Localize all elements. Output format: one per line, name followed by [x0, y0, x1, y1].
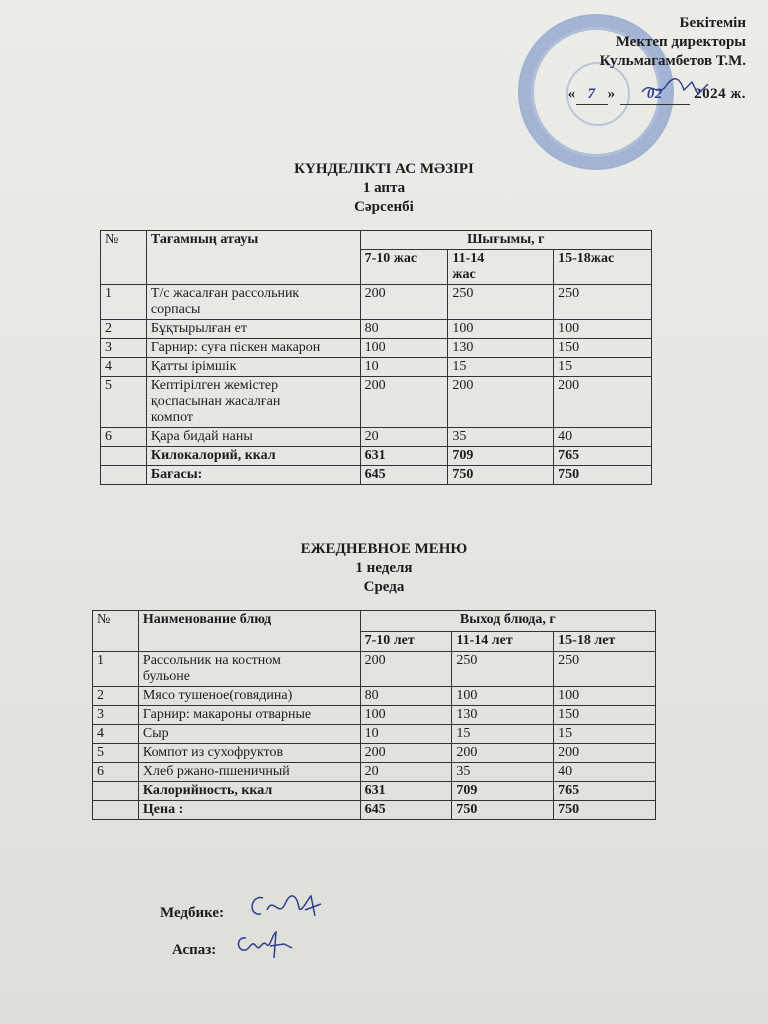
table-row [93, 725, 656, 744]
kz-menu-table [100, 230, 652, 485]
cook-label: Аспаз: [172, 942, 217, 958]
header-age1: 7-10 жас [360, 250, 448, 285]
row-value-c: 250 [554, 285, 652, 320]
header-name: Тағамның атауы [146, 231, 360, 285]
header-age3: 15-18жас [554, 250, 652, 285]
row-dish-name: Компот из сухофруктов [138, 744, 360, 763]
ru-menu-title: ЕЖЕДНЕВНОЕ МЕНЮ [300, 541, 468, 557]
approval-title: Бекітемін [679, 15, 746, 31]
row-value-b: 15 [452, 725, 554, 744]
row-dish-name: Гарнир: макароны отварные [138, 706, 360, 725]
row-value-b: 250 [452, 652, 554, 687]
kz-menu-heading [0, 160, 768, 217]
row-dish-name: Кептірілген жемістер қоспасынан жасалған компот [146, 377, 360, 428]
row-value-b: 100 [452, 687, 554, 706]
row-num: 5 [93, 744, 139, 763]
price-c: 750 [554, 466, 652, 485]
table-row [101, 285, 652, 320]
table-row [101, 428, 652, 447]
row-value-a: 200 [360, 285, 448, 320]
calories-c: 765 [554, 782, 656, 801]
row-dish-name: Мясо тушеное(говядина) [138, 687, 360, 706]
row-num: 4 [101, 358, 147, 377]
ru-menu-day: Среда [363, 579, 405, 595]
row-num: 2 [93, 687, 139, 706]
row-dish-name: Қара бидай наны [146, 428, 360, 447]
row-num: 3 [93, 706, 139, 725]
row-value-b: 100 [448, 320, 554, 339]
row-value-a: 200 [360, 744, 452, 763]
price-a: 645 [360, 801, 452, 820]
row-value-a: 200 [360, 377, 448, 428]
ru-menu-table [92, 610, 656, 820]
row-value-c: 40 [554, 763, 656, 782]
row-value-b: 200 [448, 377, 554, 428]
table-row [93, 687, 656, 706]
row-dish-name: Гарнир: суға піскен макарон [146, 339, 360, 358]
row-dish-name: Бұқтырылған ет [146, 320, 360, 339]
row-value-c: 150 [554, 706, 656, 725]
row-value-a: 100 [360, 706, 452, 725]
table-row [101, 339, 652, 358]
header-age3: 15-18 лет [554, 631, 656, 652]
row-value-c: 15 [554, 358, 652, 377]
header-age2: 11-14 жас [448, 250, 554, 285]
row-value-b: 200 [452, 744, 554, 763]
header-output: Шығымы, г [360, 231, 651, 250]
row-dish-name: Хлеб ржано-пшеничный [138, 763, 360, 782]
table-header-row [101, 231, 652, 250]
ru-menu-week: 1 неделя [355, 560, 413, 576]
row-num: 2 [101, 320, 147, 339]
row-num: 6 [101, 428, 147, 447]
date-month: 02 [620, 85, 690, 105]
table-row [101, 358, 652, 377]
header-output: Выход блюда, г [360, 611, 655, 632]
price-c: 750 [554, 801, 656, 820]
row-num: 4 [93, 725, 139, 744]
row-value-c: 100 [554, 687, 656, 706]
price-label: Цена : [138, 801, 360, 820]
row-dish-name: Сыр [138, 725, 360, 744]
row-value-c: 100 [554, 320, 652, 339]
table-row [101, 377, 652, 428]
row-value-a: 20 [360, 428, 448, 447]
calories-row [101, 447, 652, 466]
row-value-b: 130 [448, 339, 554, 358]
row-num: 6 [93, 763, 139, 782]
calories-row [93, 782, 656, 801]
row-dish-name: Қатты ірімшік [146, 358, 360, 377]
kz-menu-day: Сәрсенбі [354, 199, 414, 215]
ru-menu-heading [0, 540, 768, 597]
approval-date: « 7 » 02 2024 ж. [568, 85, 746, 105]
row-value-a: 20 [360, 763, 452, 782]
table-row [93, 763, 656, 782]
cook-signature [232, 928, 296, 962]
table-row [93, 744, 656, 763]
price-row [93, 801, 656, 820]
row-value-a: 10 [360, 358, 448, 377]
row-value-c: 150 [554, 339, 652, 358]
row-num: 1 [93, 652, 139, 687]
row-value-b: 15 [448, 358, 554, 377]
calories-a: 631 [360, 447, 448, 466]
row-value-b: 130 [452, 706, 554, 725]
table-row [93, 706, 656, 725]
row-value-b: 35 [448, 428, 554, 447]
calories-b: 709 [448, 447, 554, 466]
kz-menu-week: 1 апта [362, 180, 406, 196]
row-value-c: 200 [554, 744, 656, 763]
row-value-a: 200 [360, 652, 452, 687]
row-num: 5 [101, 377, 147, 428]
price-label: Бағасы: [146, 466, 360, 485]
calories-b: 709 [452, 782, 554, 801]
row-dish-name: Т/с жасалған рассольник сорпасы [146, 285, 360, 320]
calories-label: Килокалорий, ккал [146, 447, 360, 466]
header-name: Наименование блюд [138, 611, 360, 652]
calories-a: 631 [360, 782, 452, 801]
row-value-b: 250 [448, 285, 554, 320]
header-age2: 11-14 лет [452, 631, 554, 652]
kz-menu-title: КҮНДЕЛІКТІ АС МӘЗІРІ [294, 161, 474, 177]
price-a: 645 [360, 466, 448, 485]
approval-position: Мектеп директоры [615, 34, 746, 50]
row-dish-name: Рассольник на костном бульоне [138, 652, 360, 687]
row-value-c: 40 [554, 428, 652, 447]
price-b: 750 [448, 466, 554, 485]
director-signature [640, 76, 710, 100]
header-num: № [101, 231, 147, 285]
row-num: 3 [101, 339, 147, 358]
calories-label: Калорийность, ккал [138, 782, 360, 801]
header-age1: 7-10 лет [360, 631, 452, 652]
table-header-row [93, 611, 656, 632]
table-row [101, 320, 652, 339]
row-value-a: 10 [360, 725, 452, 744]
table-row [93, 652, 656, 687]
date-day: 7 [576, 85, 608, 105]
nurse-signature [245, 890, 325, 924]
row-num: 1 [101, 285, 147, 320]
date-suffix: ж. [730, 86, 746, 102]
row-value-a: 80 [360, 687, 452, 706]
date-year: 2024 [694, 86, 727, 102]
row-value-a: 80 [360, 320, 448, 339]
row-value-c: 250 [554, 652, 656, 687]
header-num: № [93, 611, 139, 652]
row-value-b: 35 [452, 763, 554, 782]
row-value-a: 100 [360, 339, 448, 358]
row-value-c: 200 [554, 377, 652, 428]
price-row [101, 466, 652, 485]
calories-c: 765 [554, 447, 652, 466]
row-value-c: 15 [554, 725, 656, 744]
nurse-label: Медбике: [160, 905, 225, 921]
price-b: 750 [452, 801, 554, 820]
approval-name: Кульмагамбетов Т.М. [599, 53, 746, 69]
